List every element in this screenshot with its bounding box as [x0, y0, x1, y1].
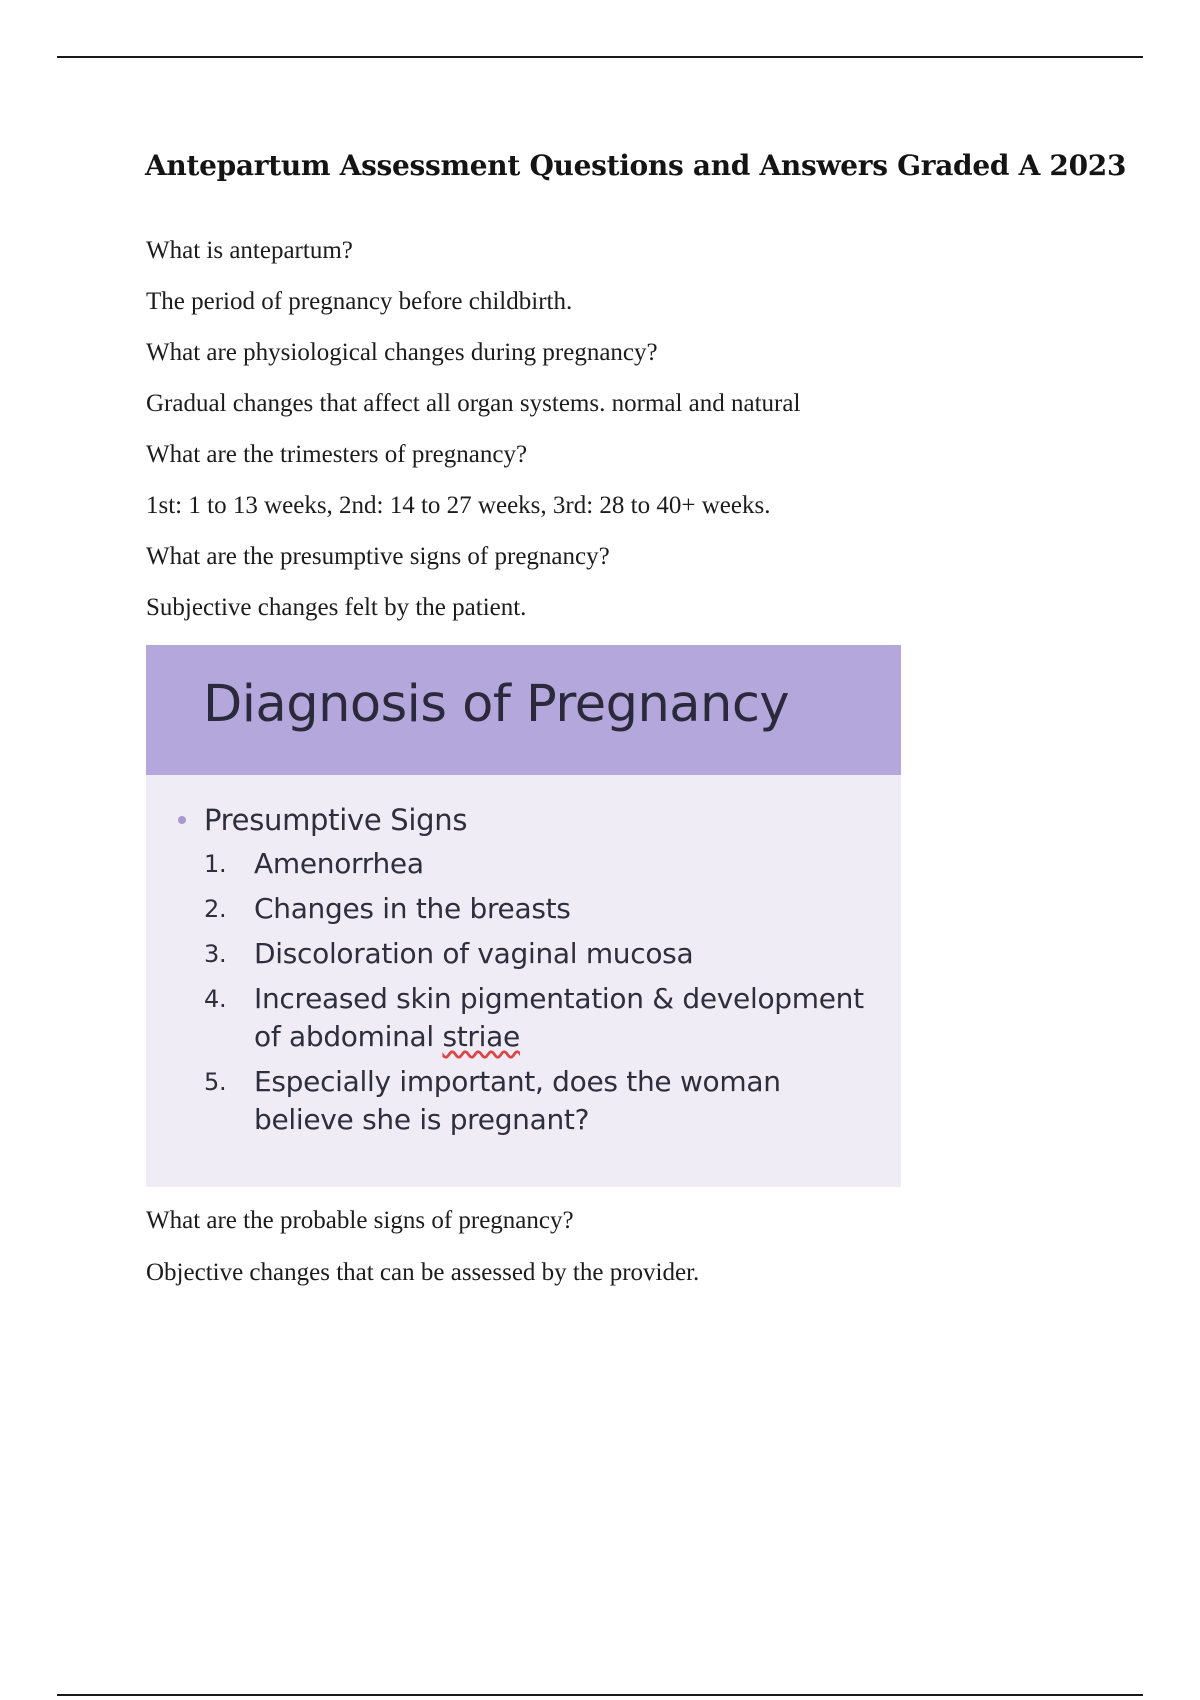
question-text: What are the presumptive signs of pregnancy? — [146, 543, 610, 570]
list-item-text: Amenorrhea — [254, 847, 424, 880]
top-rule — [57, 56, 1143, 58]
list-item — [204, 1063, 864, 1139]
answer-text: Subjective changes felt by the patient. — [146, 594, 527, 621]
list-item — [204, 935, 864, 973]
slide-bullet-heading: Presumptive Signs — [204, 803, 468, 837]
list-item-text: Discoloration of vaginal mucosa — [254, 937, 694, 970]
list-item — [204, 890, 864, 928]
slide-header — [146, 645, 901, 775]
list-item — [204, 845, 864, 883]
answer-text: Gradual changes that affect all organ systems. normal and natural — [146, 390, 801, 417]
bottom-rule — [57, 1694, 1143, 1696]
question-text: What is antepartum? — [146, 237, 353, 264]
list-item-text: Changes in the breasts — [254, 892, 571, 925]
slide-body — [146, 775, 901, 1187]
embedded-slide-image — [146, 645, 901, 1187]
presumptive-signs-list — [204, 845, 864, 1146]
list-item-text: Especially important, does the woman believe she is pregnant? — [254, 1065, 781, 1136]
question-text: What are the trimesters of pregnancy? — [146, 441, 528, 468]
list-item-number: 5. — [204, 1068, 227, 1096]
list-item-text — [254, 980, 864, 1056]
answer-text: 1st: 1 to 13 weeks, 2nd: 14 to 27 weeks, 3rd: 28 to 40+ weeks. — [146, 492, 771, 519]
list-item-number: 1. — [204, 850, 227, 878]
answer-text: The period of pregnancy before childbirth. — [146, 288, 573, 315]
document-title: Antepartum Assessment Questions and Answers Graded A 2023 — [145, 149, 1127, 182]
list-item — [204, 980, 864, 1056]
list-item-number: 3. — [204, 940, 227, 968]
list-item-text-main: Increased skin pigmentation & development of abdominal — [254, 982, 864, 1053]
list-item-number: 4. — [204, 985, 227, 1013]
bullet-dot-icon — [178, 816, 186, 824]
spellcheck-underlined-word: striae — [442, 1020, 520, 1053]
list-item-number: 2. — [204, 895, 227, 923]
question-text: What are the probable signs of pregnancy? — [146, 1207, 574, 1234]
question-text: What are physiological changes during pregnancy? — [146, 339, 658, 366]
answer-text: Objective changes that can be assessed by the provider. — [146, 1259, 700, 1286]
slide-title: Diagnosis of Pregnancy — [203, 675, 790, 734]
